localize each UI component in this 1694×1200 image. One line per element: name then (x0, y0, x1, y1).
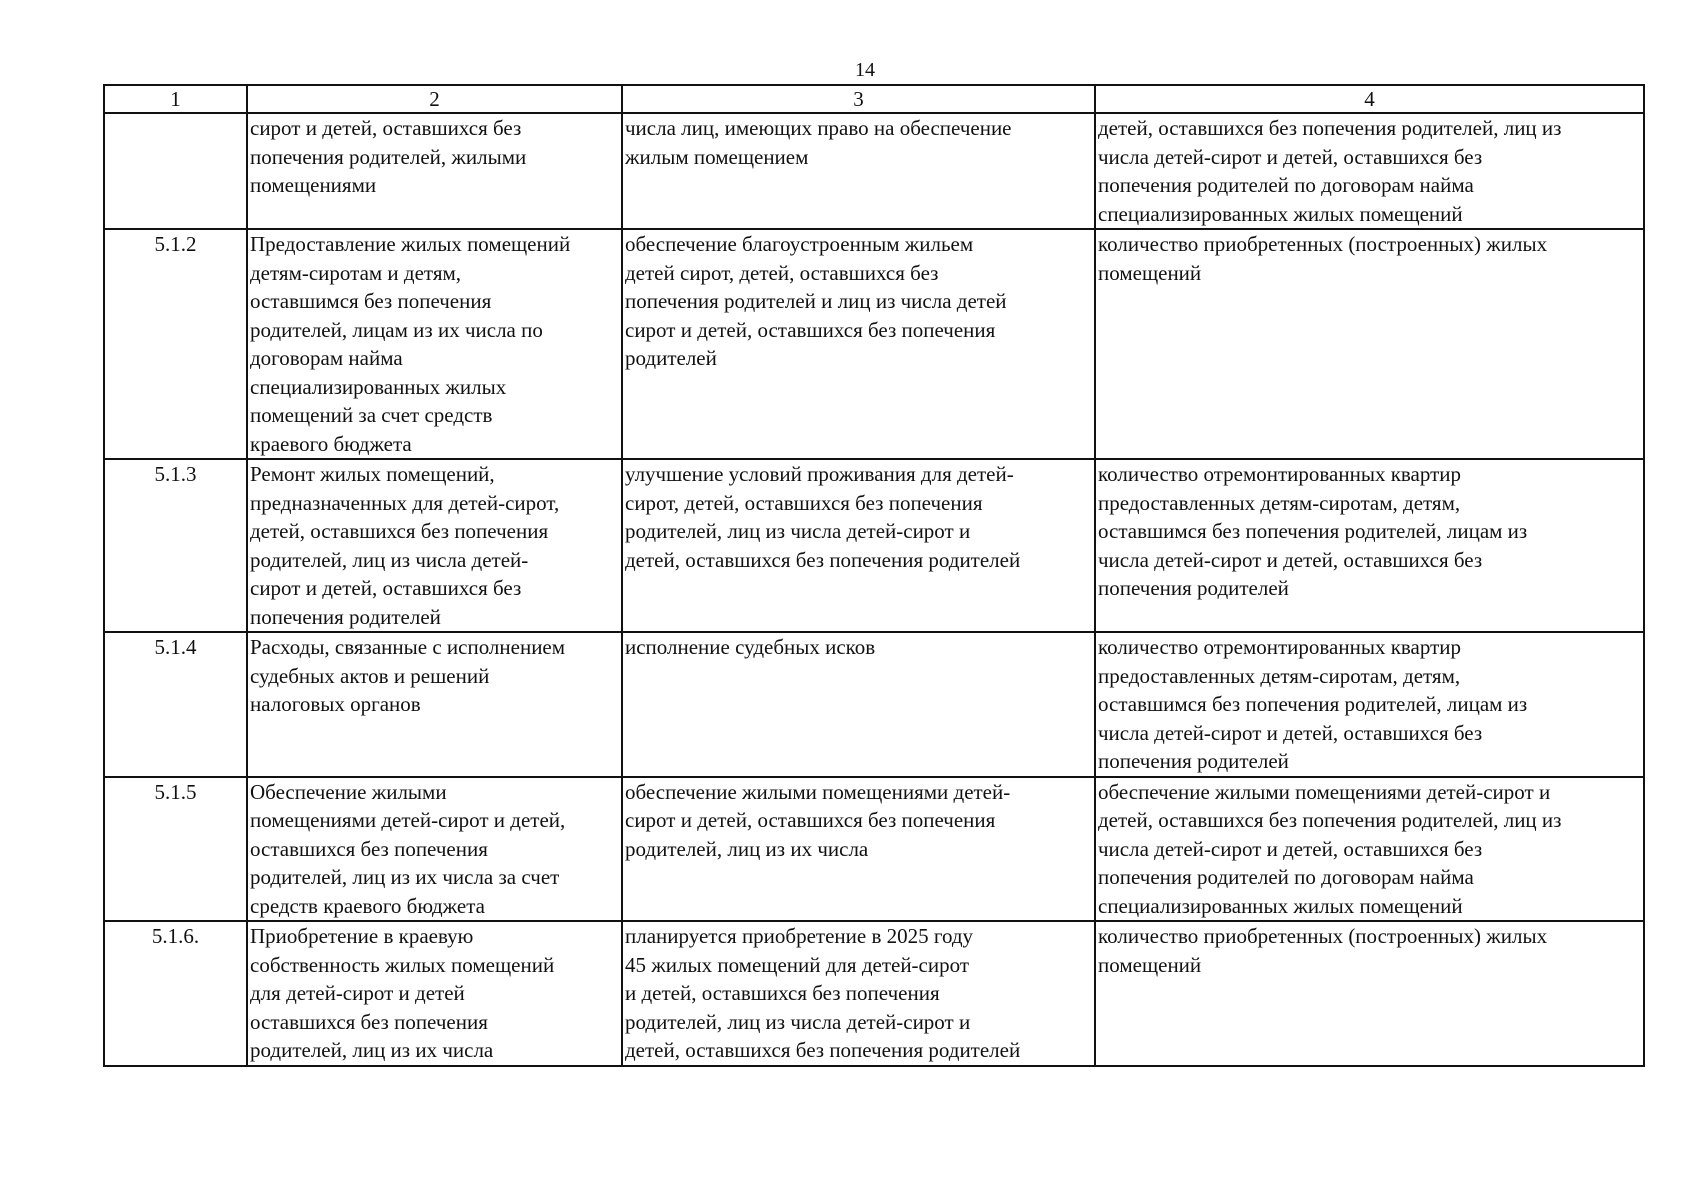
cell-text-line: сирот, детей, оставшихся без попечения (625, 490, 983, 515)
cell-text-line: Обеспечение жилыми (250, 779, 447, 804)
cell-text-line: оставшихся без попечения (250, 836, 488, 861)
cell-text-line: специализированных жилых помещений (1098, 893, 1463, 918)
cell-text-line: помещений за счет средств (250, 403, 493, 427)
cell-text-line: попечения родителей (250, 604, 441, 629)
cell-text-line: родителей, лиц из числа детей-сирот и (625, 519, 971, 543)
cell-text-line: краевого бюджета (250, 431, 412, 456)
cell-text-line: родителей, лиц из их числа (250, 1038, 494, 1062)
cell-text-line: 45 жилых помещений для детей-сирот (625, 952, 970, 977)
cell-indicator (1095, 459, 1644, 632)
cell-expected-result (622, 777, 1095, 922)
cell-text-line: детям-сиротам и детям, (250, 260, 462, 285)
cell-text-line: предназначенных для детей-сирот, (250, 490, 560, 515)
cell-text-line: предоставленных детям-сиротам, детям, (1098, 490, 1461, 515)
cell-activity-name (247, 459, 622, 632)
cell-text-line: предоставленных детям-сиротам, детям, (1098, 663, 1461, 688)
cell-text-line: детей, оставшихся без попечения родителей, лиц из (1098, 116, 1562, 140)
cell-text-line: детей, оставшихся без попечения родителей, лиц из (1098, 808, 1562, 832)
cell-text-line: оставшимся без попечения родителей, лицам из (1098, 692, 1528, 716)
table-row (104, 459, 1644, 632)
cell-text-line: детей, оставшихся без попечения (250, 519, 549, 543)
cell-text-line: детей, оставшихся без попечения родителей (625, 1038, 1021, 1062)
table-body (104, 113, 1644, 1066)
cell-text-line: числа детей-сирот и детей, оставшихся без (1098, 547, 1483, 572)
cell-text-line: количество отремонтированных квартир (1098, 462, 1462, 486)
cell-text-line: Приобретение в краевую (250, 924, 474, 948)
cell-text-line: Ремонт жилых помещений, (250, 462, 495, 486)
cell-text-line: количество приобретенных (построенных) жилых (1098, 232, 1548, 256)
cell-text-line: родителей, лиц из их числа (625, 836, 869, 861)
table-row (104, 229, 1644, 459)
cell-text-line: обеспечение жилыми помещениями детей- (625, 779, 1011, 804)
cell-text-line: родителей, лиц из числа детей- (250, 547, 529, 572)
cell-text-line: обеспечение жилыми помещениями детей-сирот и (1098, 779, 1551, 804)
cell-text-line: попечения родителей (1098, 749, 1289, 773)
cell-number: 5.1.3 (104, 459, 247, 632)
page-number: 14 (855, 59, 875, 81)
cell-text-line: попечения родителей (1098, 576, 1289, 600)
table-row (104, 632, 1644, 777)
cell-text-line: планируется приобретение в 2025 году (625, 924, 974, 948)
cell-text-line: сирот и детей, оставшихся без попечения (625, 317, 996, 342)
column-header-1: 1 (104, 85, 247, 113)
table-row (104, 777, 1644, 922)
cell-text-line: сирот и детей, оставшихся без (250, 116, 522, 140)
cell-text-line: родителей, лиц из числа детей-сирот и (625, 1009, 971, 1034)
column-header-4: 4 (1095, 85, 1644, 113)
cell-text-line: оставшимся без попечения родителей, лицам из (1098, 519, 1528, 543)
cell-number (104, 113, 247, 229)
cell-text-line: попечения родителей и лиц из числа детей (625, 289, 1007, 313)
cell-text-line: обеспечение благоустроенным жильем (625, 232, 974, 256)
cell-text-line: специализированных жилых (250, 374, 507, 399)
cell-number: 5.1.4 (104, 632, 247, 777)
cell-number: 5.1.5 (104, 777, 247, 922)
cell-text-line: попечения родителей, жилыми (250, 144, 527, 169)
cell-text-line: специализированных жилых помещений (1098, 201, 1463, 226)
cell-indicator (1095, 113, 1644, 229)
cell-number: 5.1.6. (104, 921, 247, 1066)
cell-text-line: детей сирот, детей, оставшихся без (625, 260, 939, 285)
cell-text-line: числа лиц, имеющих право на обеспечение (625, 116, 1012, 140)
cell-expected-result (622, 632, 1095, 777)
cell-text-line: попечения родителей по договорам найма (1098, 173, 1474, 197)
cell-text-line: числа детей-сирот и детей, оставшихся без (1098, 720, 1483, 745)
table-row (104, 113, 1644, 229)
cell-number: 5.1.2 (104, 229, 247, 459)
cell-text-line: количество приобретенных (построенных) жилых (1098, 924, 1548, 948)
cell-text-line: родителей (625, 346, 717, 370)
cell-text-line: собственность жилых помещений (250, 952, 555, 977)
cell-text-line: помещений (1098, 260, 1202, 285)
column-header-2: 2 (247, 85, 622, 113)
cell-text-line: договорам найма (250, 346, 403, 370)
cell-indicator (1095, 632, 1644, 777)
cell-activity-name (247, 229, 622, 459)
cell-text-line: попечения родителей по договорам найма (1098, 865, 1474, 889)
cell-text-line: помещениями детей-сирот и детей, (250, 808, 566, 832)
table-row (104, 921, 1644, 1066)
cell-expected-result (622, 459, 1095, 632)
cell-text-line: помещений (1098, 952, 1202, 977)
cell-text-line: для детей-сирот и детей (250, 981, 465, 1005)
cell-text-line: числа детей-сирот и детей, оставшихся без (1098, 144, 1483, 169)
cell-activity-name (247, 632, 622, 777)
cell-text-line: числа детей-сирот и детей, оставшихся без (1098, 836, 1483, 861)
cell-text-line: оставшихся без попечения (250, 1009, 488, 1034)
program-table (103, 84, 1645, 1067)
cell-text-line: жилым помещением (625, 144, 809, 169)
cell-indicator (1095, 229, 1644, 459)
cell-expected-result (622, 229, 1095, 459)
cell-activity-name (247, 777, 622, 922)
cell-text-line: улучшение условий проживания для детей- (625, 462, 1014, 486)
cell-indicator (1095, 777, 1644, 922)
column-header-3: 3 (622, 85, 1095, 113)
cell-text-line: сирот и детей, оставшихся без попечения (625, 808, 996, 832)
cell-text-line: Расходы, связанные с исполнением (250, 635, 566, 659)
cell-text-line: и детей, оставшихся без попечения (625, 981, 940, 1005)
cell-indicator (1095, 921, 1644, 1066)
cell-activity-name (247, 921, 622, 1066)
table-header-row (104, 85, 1644, 113)
cell-text-line: Предоставление жилых помещений (250, 232, 571, 256)
cell-text-line: количество отремонтированных квартир (1098, 635, 1462, 659)
cell-expected-result (622, 921, 1095, 1066)
cell-text-line: исполнение судебных исков (625, 635, 876, 659)
cell-text-line: оставшимся без попечения (250, 289, 492, 313)
cell-text-line: судебных актов и решений (250, 663, 490, 688)
cell-activity-name (247, 113, 622, 229)
cell-text-line: налоговых органов (250, 692, 421, 716)
cell-text-line: родителей, лицам из их числа по (250, 317, 543, 342)
cell-text-line: детей, оставшихся без попечения родителей (625, 547, 1021, 572)
cell-text-line: помещениями (250, 173, 377, 197)
cell-text-line: сирот и детей, оставшихся без (250, 576, 522, 600)
cell-text-line: средств краевого бюджета (250, 893, 485, 918)
cell-text-line: родителей, лиц из их числа за счет (250, 865, 560, 889)
cell-expected-result (622, 113, 1095, 229)
